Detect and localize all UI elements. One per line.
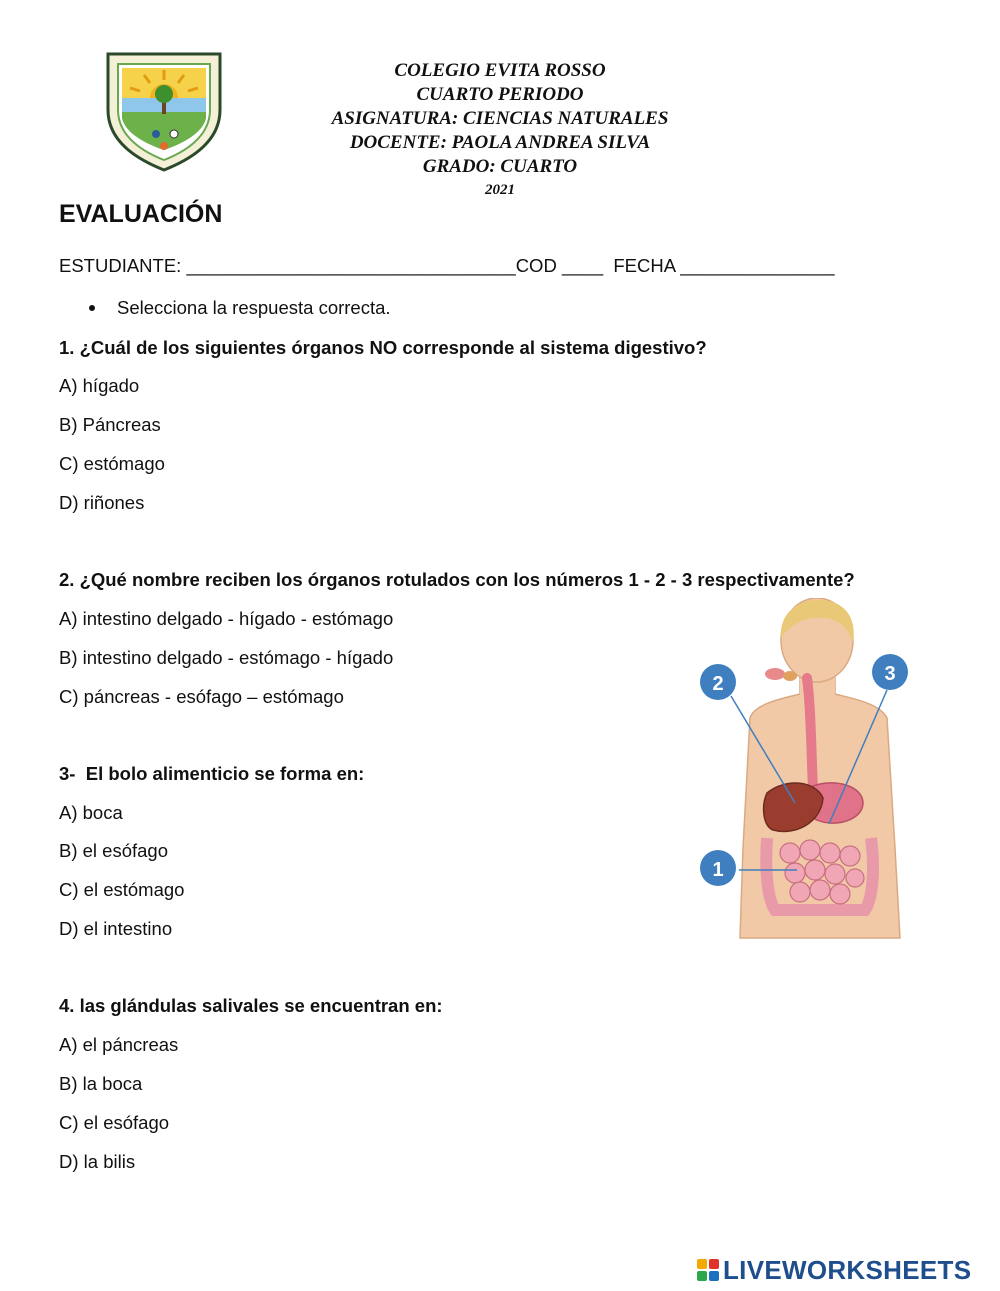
liveworksheets-icon bbox=[697, 1259, 719, 1281]
q1-option-b[interactable]: B) Páncreas bbox=[59, 414, 161, 435]
q3-option-c[interactable]: C) el estómago bbox=[59, 879, 185, 900]
q1-option-d[interactable]: D) riñones bbox=[59, 492, 145, 513]
question-2: 2. ¿Qué nombre reciben los órganos rotulados con los números 1 - 2 - 3 respectivamente? bbox=[59, 569, 855, 590]
grade: GRADO: CUARTO bbox=[422, 156, 578, 177]
q4-option-c[interactable]: C) el esófago bbox=[59, 1112, 170, 1133]
q2-option-b[interactable]: B) intestino delgado - estómago - hígado bbox=[59, 647, 394, 668]
teacher: DOCENTE: PAOLA ANDREA SILVA bbox=[349, 132, 651, 153]
digestive-system-diagram bbox=[695, 598, 945, 940]
q3-option-b[interactable]: B) el esófago bbox=[59, 840, 169, 861]
subject: ASIGNATURA: CIENCIAS NATURALES bbox=[331, 108, 669, 129]
q4-option-a[interactable]: A) el páncreas bbox=[59, 1034, 179, 1055]
question-3: 3- El bolo alimenticio se forma en: bbox=[59, 763, 365, 784]
page-title: EVALUACIÓN bbox=[59, 200, 223, 228]
q1-option-c[interactable]: C) estómago bbox=[59, 453, 165, 474]
question-4: 4. las glándulas salivales se encuentran en: bbox=[59, 995, 443, 1016]
instruction: Selecciona la respuesta correcta. bbox=[117, 297, 391, 318]
q2-option-a[interactable]: A) intestino delgado - hígado - estómago bbox=[59, 608, 394, 629]
q1-option-a[interactable]: A) hígado bbox=[59, 375, 140, 396]
diagram-label-3: 3 bbox=[884, 663, 896, 685]
bullet-icon bbox=[89, 305, 95, 311]
q3-option-d[interactable]: D) el intestino bbox=[59, 918, 173, 939]
year: 2021 bbox=[485, 182, 515, 198]
q2-option-c[interactable]: C) páncreas - esófago – estómago bbox=[59, 686, 344, 707]
diagram-label-2: 2 bbox=[712, 673, 724, 695]
q4-option-b[interactable]: B) la boca bbox=[59, 1073, 143, 1094]
question-1: 1. ¿Cuál de los siguientes órganos NO corresponde al sistema digestivo? bbox=[59, 337, 707, 358]
student-info-line[interactable]: ESTUDIANTE: ________________________________COD ____ FECHA _______________ bbox=[59, 255, 835, 276]
liveworksheets-brand: LIVEWORKSHEETS bbox=[723, 1254, 972, 1285]
q3-option-a[interactable]: A) boca bbox=[59, 802, 123, 823]
diagram-label-1: 1 bbox=[712, 859, 724, 881]
period: CUARTO PERIODO bbox=[416, 84, 584, 105]
q4-option-d[interactable]: D) la bilis bbox=[59, 1151, 136, 1172]
liveworksheets-logo bbox=[697, 1255, 971, 1285]
school-name: COLEGIO EVITA ROSSO bbox=[394, 60, 606, 81]
